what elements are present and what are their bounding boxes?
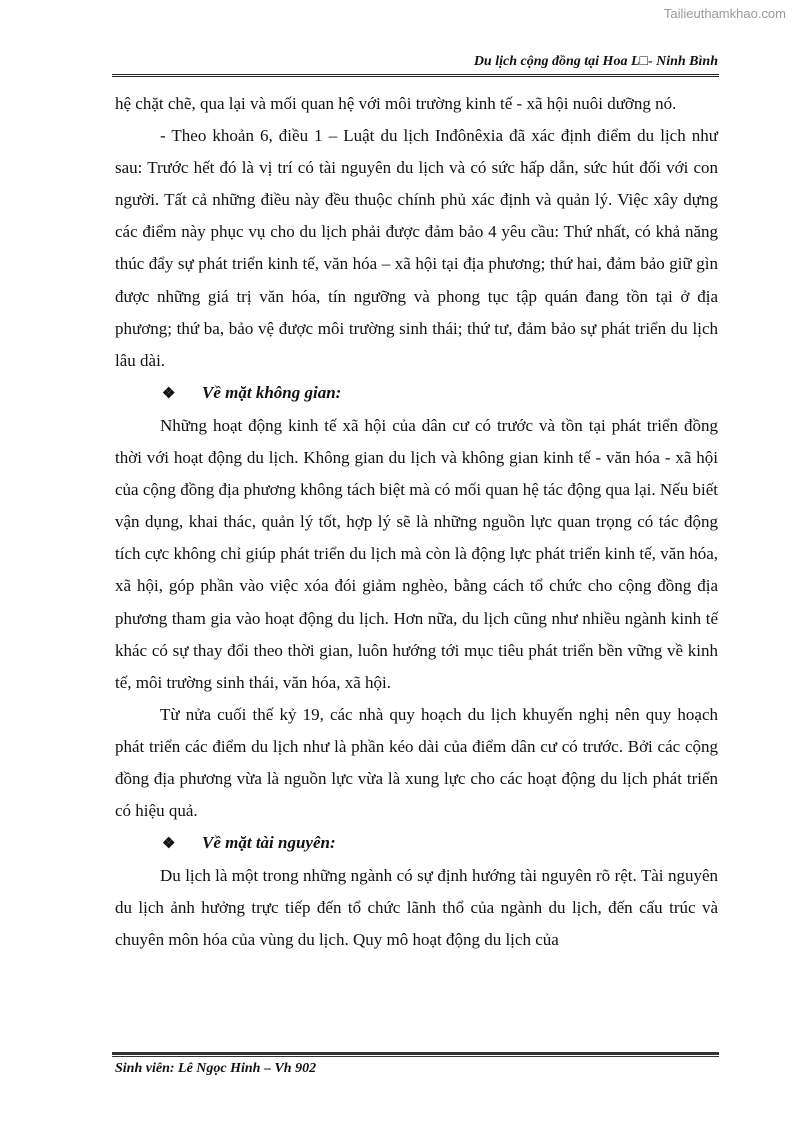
header-divider [112, 74, 719, 77]
paragraph-planning: Từ nửa cuối thế kỷ 19, các nhà quy hoạch du lịch khuyến nghị nên quy hoạch phát triển các điểm du lịch như là phần kéo dài của điểm dân cư có trước. Bởi các cộng đồng địa phương vừa là nguồn lực vừa là xung lực cho các hoạt động du lịch phát triển có hiệu quả. [115, 704, 718, 821]
diamond-bullet-icon: ❖ [162, 836, 176, 853]
running-header-title: Du lịch cộng đồng tại Hoa L□- Ninh Bình [473, 54, 718, 69]
watermark: Tailieuthamkhao.com [663, 6, 786, 21]
section-heading-resources [115, 827, 718, 860]
paragraph-space: Những hoạt động kinh tế xã hội của dân cư có trước và tồn tại phát triển đồng thời với hoạt động du lịch. Không gian du lịch và không gian kinh tế - văn hóa - xã hội của cộng đồng địa phương không tách biệt mà có mối quan hệ tác động qua lại. Nếu biết vận dụng, khai thác, quản lý tốt, hợp lý sẽ là những nguồn lực quan trọng có tác động tích cực không chỉ giúp phát triển du lịch mà còn là động lực phát triển kinh tế, văn hóa, xã hội, góp phần vào việc xóa đói giảm nghèo, bằng cách tổ chức cho cộng đồng địa phương tham gia vào hoạt động du lịch. Hơn nữa, du lịch cũng như nhiều ngành kinh tế khác có sự thay đổi theo thời gian, luôn hướng tới mục tiêu phát triển bền vững về kinh tế, môi trường sinh thái, văn hóa, xã hội. [115, 415, 718, 692]
page-body [115, 88, 718, 957]
section-heading-space [115, 377, 718, 410]
section-heading-label: Về mặt không gian: [202, 382, 342, 402]
paragraph-resources: Du lịch là một trong những ngành có sự định hướng tài nguyên rõ rệt. Tài nguyên du lịch ảnh hưởng trực tiếp đến tổ chức lãnh thổ của ngành du lịch, đến cấu trúc và chuyên môn hóa của vùng du lịch. Quy mô hoạt động du lịch của [115, 866, 718, 950]
paragraph-indonesia-law: - Theo khoản 6, điều 1 – Luật du lịch Inđônêxia đã xác định điểm du lịch như sau: Trước hết đó là vị trí có tài nguyên du lịch và có sức hấp dẫn, sức hút đối với con người. Tất cả những điều này đều thuộc chính phủ xác định và quản lý. Việc xây dựng các điểm này phục vụ cho du lịch phải được đảm bảo 4 yêu cầu: Thứ nhất, có khả năng thúc đẩy sự phát triển kinh tế, văn hóa – xã hội tại địa phương; thứ hai, đảm bảo giữ gìn được những giá trị văn hóa, tín ngưỡng và phong tục tập quán đang tồn tại ở địa phương; thứ ba, bảo vệ được môi trường sinh thái; thứ tư, đảm bảo sự phát triển du lịch lâu dài. [115, 126, 718, 370]
footer-divider [112, 1052, 719, 1057]
diamond-bullet-icon: ❖ [162, 385, 176, 402]
section-heading-label: Về mặt tài nguyên: [202, 833, 336, 853]
footer-student-name: Sinh viên: Lê Ngọc Hinh – Vh 902 [115, 1061, 317, 1076]
paragraph-continuation: hệ chặt chẽ, qua lại và mối quan hệ với môi trường kinh tế - xã hội nuôi dưỡng nó. [115, 94, 677, 113]
